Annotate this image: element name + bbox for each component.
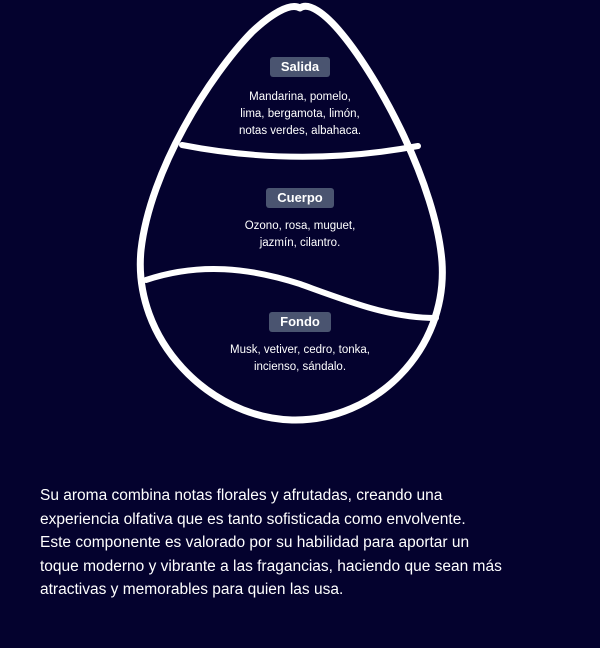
layer-fondo: [150, 312, 450, 376]
description-paragraph: Su aroma combina notas florales y afrutadas, creando una experiencia olfativa que es tanto sofisticada como envolvente. Este componente es valorado por su habilidad para aportar un toque moderno y vibrante a las fragancias, haciendo que sean más atractivas y memorables para quien las usa.: [40, 487, 502, 598]
layer-notes-salida: Mandarina, pomelo, lima, bergamota, limón, notas verdes, albahaca.: [238, 91, 362, 137]
divider-top-middle: [182, 145, 418, 157]
layer-label-fondo: Fondo: [269, 312, 331, 332]
layer-notes-fondo: Musk, vetiver, cedro, tonka, incienso, sándalo.: [230, 344, 370, 373]
layer-cuerpo: [150, 188, 450, 252]
layer-notes-cuerpo: Ozono, rosa, muguet, jazmín, cilantro.: [244, 220, 356, 249]
layer-salida: [150, 57, 450, 140]
layer-label-salida: Salida: [270, 57, 330, 77]
divider-middle-bottom: [146, 269, 436, 318]
layer-label-cuerpo: Cuerpo: [266, 188, 334, 208]
